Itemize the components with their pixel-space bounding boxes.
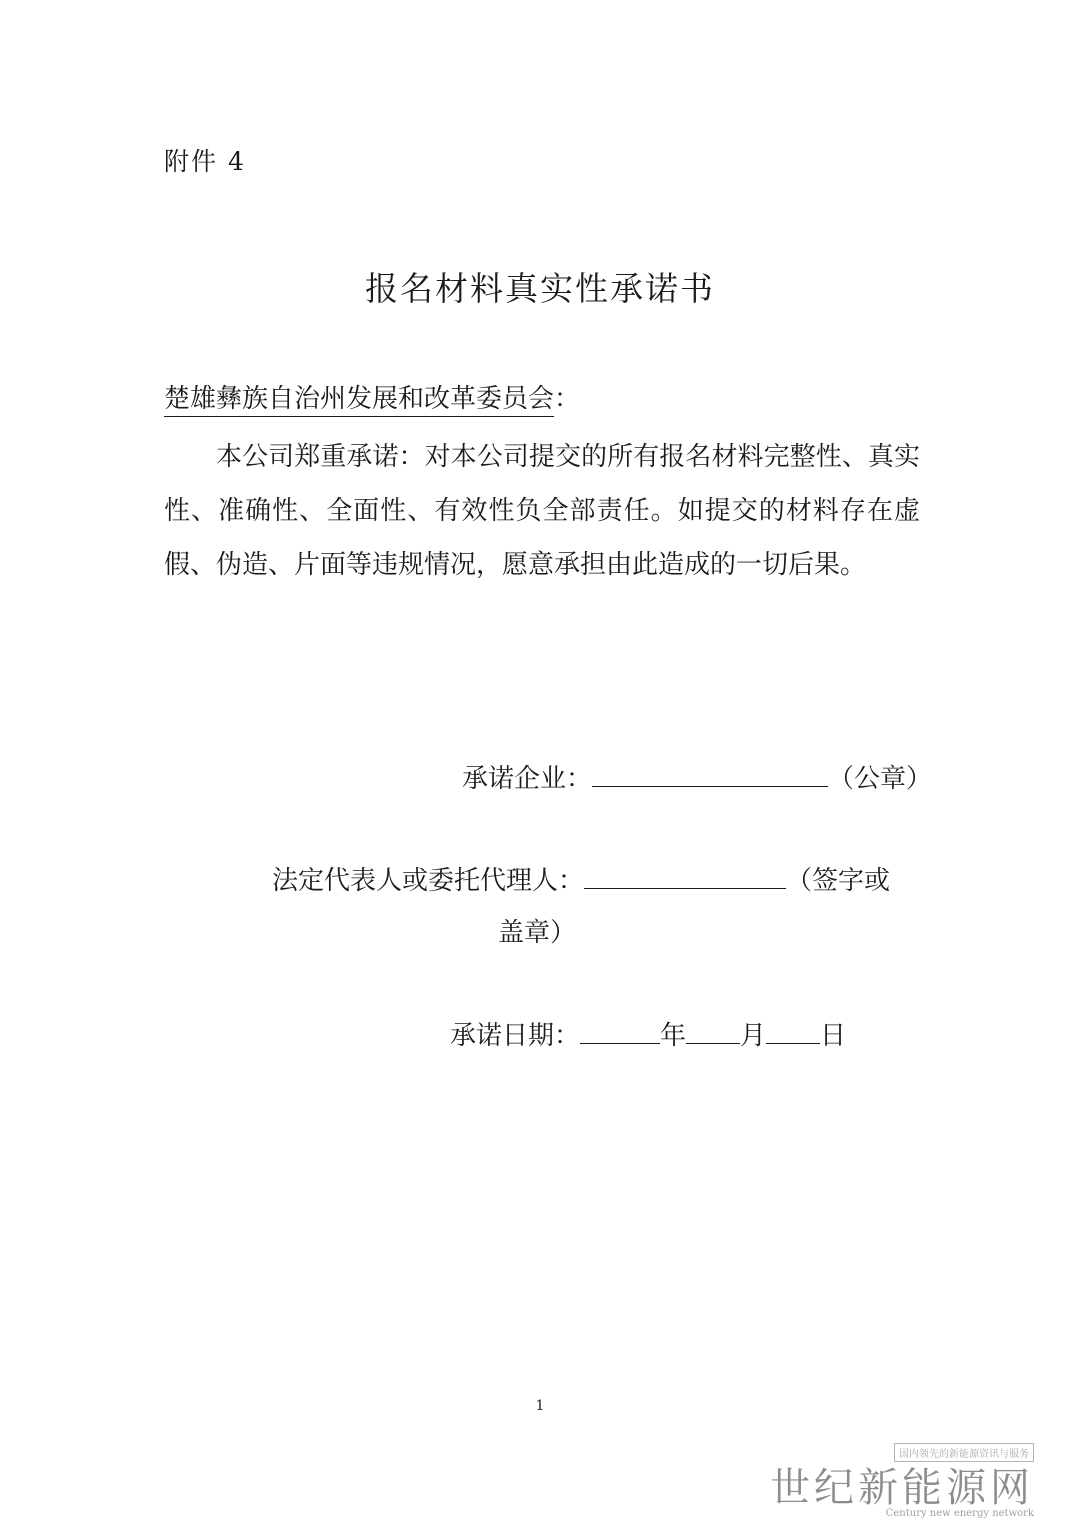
attachment-label: 附件 4	[164, 147, 246, 176]
watermark-name: 世纪新能源网	[770, 1465, 1034, 1511]
commitment-body: 本公司郑重承诺：对本公司提交的所有报名材料完整性、真实性、准确性、全面性、有效性负全部责任。如提交的材料存在虚假、伪造、片面等违规情况，愿意承担由此造成的一切后果。	[164, 442, 920, 580]
watermark-english: Century new energy network	[885, 1508, 1034, 1519]
year-label: 年	[660, 1021, 687, 1051]
watermark	[770, 1442, 1034, 1519]
year-blank-field[interactable]	[580, 1017, 660, 1044]
signature-company-row	[462, 758, 932, 795]
day-blank-field[interactable]	[766, 1017, 820, 1044]
page-number: 1	[535, 1398, 545, 1414]
company-label: 承诺企业：	[462, 764, 593, 794]
date-label: 承诺日期：	[450, 1021, 581, 1051]
company-blank-field[interactable]	[592, 760, 828, 787]
signature-representative-row	[272, 860, 890, 897]
signature-date-row	[450, 1015, 846, 1052]
representative-sign-note: （签字或	[786, 866, 891, 896]
document-title: 报名材料真实性承诺书	[365, 269, 715, 308]
month-label: 月	[740, 1021, 767, 1051]
day-label: 日	[820, 1021, 847, 1051]
addressee-line	[164, 378, 580, 415]
representative-blank-field[interactable]	[584, 862, 786, 889]
representative-sign-note-continued: 盖章）	[498, 918, 577, 948]
addressee-colon: ：	[554, 384, 581, 414]
company-seal-note: （公章）	[828, 764, 933, 794]
watermark-tagline: 国内领先的新能源资讯与服务	[894, 1443, 1034, 1462]
addressee: 楚雄彝族自治州发展和改革委员会	[164, 384, 554, 417]
month-blank-field[interactable]	[686, 1017, 740, 1044]
representative-label: 法定代表人或委托代理人：	[272, 866, 585, 896]
